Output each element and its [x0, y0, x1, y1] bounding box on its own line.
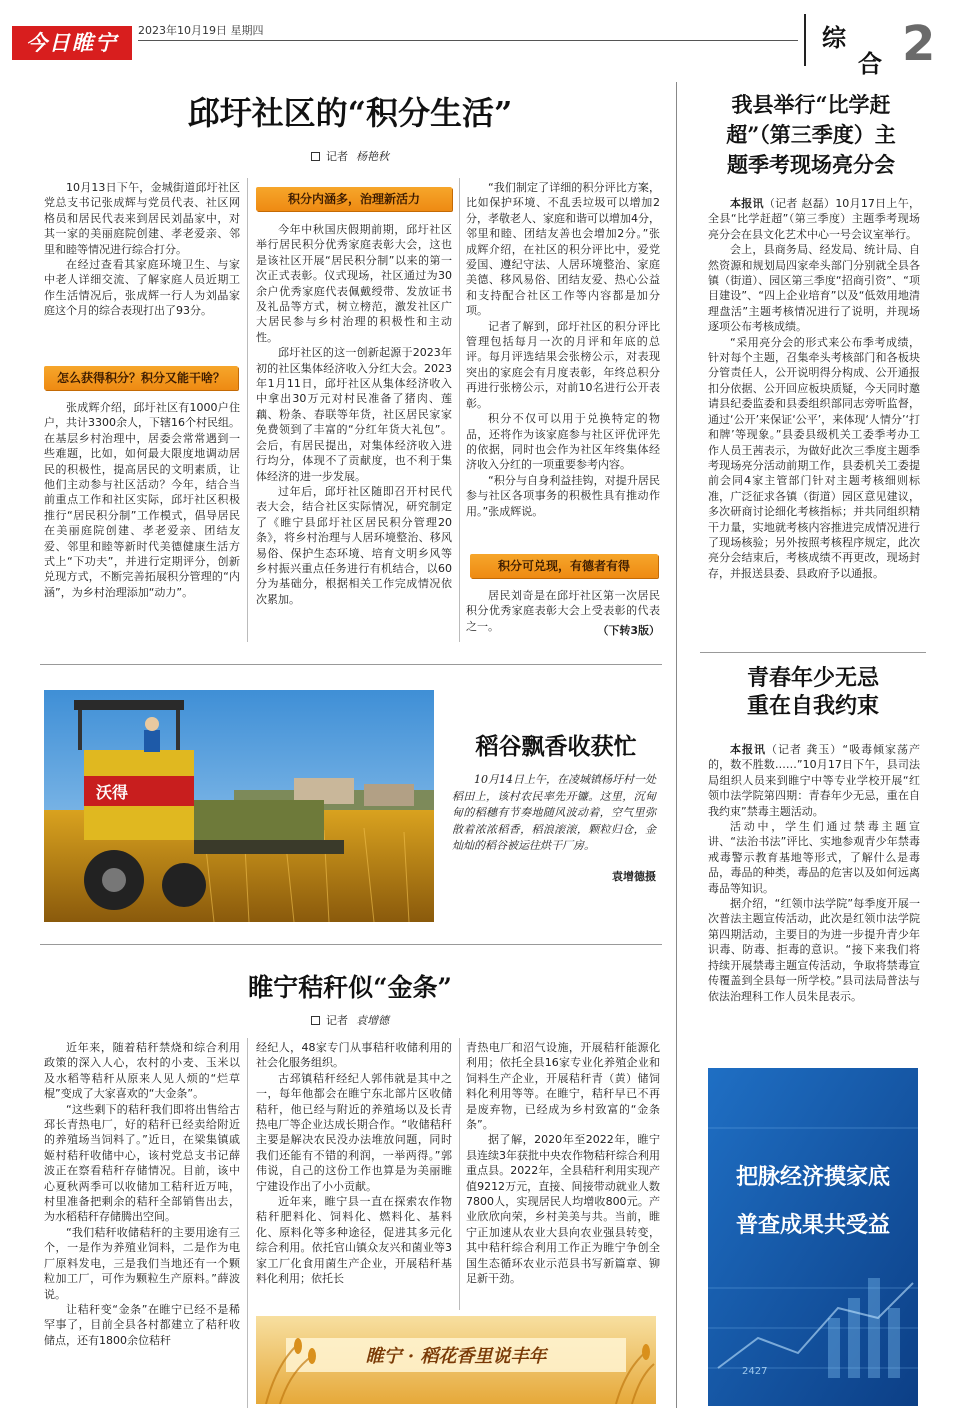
article3-col3	[466, 1040, 660, 1308]
paragraph: 张成辉介绍，邱圩社区有1000户住户，共计3300余人，下辖16个村民组。在基层乡村治理中，居委会常常遇到一些难题，比如，如何最大限度地调动居民的积极性，提高居民的文明素质，让他们主动参与社区活动？今年，结合当前重点工作和社区实际，邱圩社区积极推行“居民积分制”工作模式，倡导居民在美丽庭院创建、孝老爱亲、团结友爱、邻里和睦等新时代美德健康生活方式上“下功夫”，并进行定期评分，创新兑现方式，不断完善拓展积分管理的“内涵”，为乡村治理添加“动力”。	[44, 401, 240, 599]
photo-story-caption	[452, 772, 656, 855]
section-rule	[700, 652, 926, 653]
article1-col2	[256, 222, 452, 642]
reporter: （记者 赵磊）	[763, 197, 836, 210]
paragraph: 10月14日上午，在凌城镇杨圩村一处稻田上，该村农民率先开镰。这里，沉甸甸的稻穗有节奏地随风波动着，空气里弥散着浓浓稻香，稻浪滚滚，颗粒归仓，金灿灿的稻谷被运往烘干厂房。	[452, 773, 656, 852]
paragraph: 居民刘奇是在邱圩社区第一次居民积分优秀家庭表彰大会上受表彰的代表之一。	[466, 589, 660, 633]
right2-headline	[690, 664, 936, 720]
article3-byline	[40, 1012, 660, 1028]
ad-figure: 2427	[742, 1366, 768, 1377]
byline-name: 杨艳秋	[356, 150, 389, 163]
paragraph-text: 10月17日上午，全县“比学赶超”（第三季度）主题季考现场亮分会在县文化艺术中心一号会议室举行。	[708, 197, 920, 241]
paragraph: “我们秸秆收储秸秆的主要用途有三个，一是作为养殖业饲料，二是作为电厂原料发电，三是我们当地还有一个颗粒加工厂，可作为颗粒生产原料。”薛波说。	[44, 1225, 240, 1301]
headline-line: 题季考现场亮分会	[727, 152, 895, 177]
article1-subhead-3: 积分可兑现，有德者有得	[470, 554, 658, 578]
square-icon	[311, 152, 320, 161]
article3-headline: 睢宁秸秆似“金条”	[248, 973, 452, 1002]
article3-col1	[44, 1040, 240, 1406]
masthead	[0, 0, 960, 78]
paragraph: “我们制定了详细的积分评比方案，比如保护环境、不乱丢垃圾可以增加2分，孝敬老人、家庭和谐可以增加4分，邻里和睦、团结友善也会增加2分。”张成辉介绍，在社区的积分评比中，爱党爱国、遵纪守法、人居环境整治、家庭美德、移风易俗、团结友爱、热心公益和支持配合社区工作等内容都是加分项。	[466, 181, 660, 318]
photo-story-headline: 稻谷飘香收获忙	[475, 733, 637, 760]
ad-line-2: 普查成果共受益	[735, 1212, 891, 1238]
paragraph: 在经过查看其家庭环境卫生、与家中老人详细交流、了解家庭人员近期工作生活情况后，张成辉一行人为刘晶家庭这个月的综合表现打出了93分。	[44, 258, 240, 318]
paragraph-text: “吸毒倾家荡产的，数不胜数……”10月17日下午，县司法局组织人员来到睢宁中等专业学校开展“红领巾法学院第四期：青春年少无忌，重在自我约束”禁毒主题活动。	[708, 743, 920, 818]
article1-subhead-2: 积分内涵多，治理新活力	[256, 187, 452, 211]
lead-tag: 本报讯	[730, 197, 764, 210]
paragraph: 近年来，睢宁县一直在探索农作物秸秆肥料化、饲料化、燃料化、基料化、原料化等多种途径，促进其多元化综合利用。依托官山镇众友兴和菌业等3家工厂化食用菌生产企业，开展秸秆基料化利用；依托长	[256, 1195, 452, 1286]
paragraph: 记者了解到，邱圩社区的积分评比管理包括每月一次的月评和年底的总评。每月评选结果会张榜公示，对表现突出的家庭会有月度表彰，年终总积分再进行张榜公示，对前10名进行公开表彰。	[466, 319, 660, 410]
lead-tag: 本报讯	[730, 743, 766, 756]
paragraph: 据介绍，“红领巾法学院”每季度开展一次普法主题宣传活动，此次是红领巾法学院第四期活动，主要目的为进一步提升青少年识毒、防毒、拒毒的意识。“接下来我们将持续开展禁毒主题宣传活动，争取将禁毒宣传覆盖到全县每一所学校。”县司法局普法与依法治理科工作人员朱昆表示。	[708, 897, 920, 1003]
column-rule	[247, 178, 248, 642]
headline-line: 超”（第三季度）主	[726, 122, 896, 147]
right-column-rule	[676, 82, 677, 1408]
paragraph: 会上，县商务局、经发局、统计局、自然资源和规划局四家牵头部门分别就全县各镇（街道）、园区第三季度“招商引资”、“项目建设”、“四上企业培育”以及“低效用地清理盘活”主题考核情况进行了说明，并现场逐项公布考核成绩。	[708, 243, 920, 334]
column-rule	[459, 1038, 460, 1310]
lead-paragraph	[708, 196, 920, 242]
article1-subhead-1: 怎么获得积分？积分又能干啥？	[44, 366, 238, 390]
paragraph: 活动中，学生们通过禁毒主题宣讲、“法治书法”评比、实地参观青少年禁毒戒毒警示教育基地等形式，了解什么是毒品，毒品的种类，毒品的危害以及如何远离毒品等知识。	[708, 820, 920, 895]
article3-col2	[256, 1040, 452, 1308]
banner-artwork	[256, 1316, 656, 1404]
headline-line: 重在自我约束	[746, 693, 879, 719]
byline-label: 记者	[326, 150, 348, 163]
section-divider	[804, 14, 806, 66]
banner-text: 睢宁 · 稻花香里说丰年	[365, 1346, 547, 1367]
article1-byline	[40, 148, 660, 164]
right2-body	[708, 742, 920, 1048]
paragraph: 据了解，2020年至2022年，睢宁县连续3年获批中央农作物秸秆综合利用重点县。2022年，全县秸秆利用实现产值9212万元，直接、间接带动就业人数7800人，实现居民人均增收800元。产业欣欣向荣，乡村美美与共。当前，睢宁正加速从农业大县向农业强县转变，其中秸秆综合利用工作正为睢宁争创全国生态循环农业示范县书写新篇章、铆足新干劲。	[466, 1133, 660, 1286]
paragraph: 邱圩社区的这一创新起源于2023年初的社区集体经济收入分红大会。2023年1月11日，邱圩社区从集体经济收入中拿出30万元对村民准备了猪肉、莲藕、粉条、春联等年货，社区居民家家免费领到了丰富的“分红年货大礼包”。会后，有居民提出，对集体经济收入进行均分，体现不了贡献度，也不利于集体经济的进一步发展。	[256, 346, 452, 483]
census-advertisement	[708, 1068, 918, 1406]
paragraph: 让秸秆变“金条”在睢宁已经不是稀罕事了，目前全县各村都建立了秸秆收储点，还有1800余位秸秆	[44, 1302, 240, 1347]
right1-headline	[686, 90, 936, 180]
paragraph: “采用亮分会的形式来公布季考成绩，针对每个主题，召集牵头考核部门和各板块分管责任人，公开说明得分构成、公开通报扣分依据、公开回应板块质疑，今天同时邀请县纪委监委和县委组织部同志旁听监督，通过‘公开’来保证‘公平’，来体现‘人情分’‘打和牌’等现象。”县委县级机关工委季考办工作人员王茜表示，为做好此次三季度主题季考现场亮分活动前期工作，县委机关工委提前会同4家主管部门针对主题考核细则标准，广泛征求各镇（街道）园区意见建议，多次研商讨论细化考核指标；并共同组织精干力量，实地就考核内容推进完成情况进行了现场核验；另外按照考核程序规定，此次亮分会结束后，考核成绩不再更改，现场封存，并报送县委、县政府予以通报。	[708, 335, 920, 580]
headline-line: 青春年少无忌	[746, 665, 879, 691]
continued-note: （下转3版）	[597, 624, 660, 637]
headline-line: 我县举行“比学赶	[731, 92, 891, 117]
paragraph: 积分不仅可以用于兑换特定的物品，还将作为该家庭参与社区评优评先的依据，同时也会作为社区年终集体经济收入分红的一项重要参考内容。	[466, 412, 660, 472]
right1-body	[708, 196, 920, 640]
reporter: （记者 龚玉）	[765, 743, 843, 756]
article1-col1-bottom	[44, 400, 240, 640]
byline-name: 袁增德	[356, 1014, 389, 1027]
column-rule	[459, 178, 460, 642]
ad-line-1: 把脉经济摸家底	[735, 1164, 891, 1190]
section-name-1: 综	[822, 23, 846, 52]
paragraph: 经纪人，48家专门从事秸秆收储利用的社会化服务组织。	[256, 1041, 452, 1070]
harvest-banner	[256, 1316, 656, 1404]
paragraph: 今年中秋国庆假期前期，邱圩社区举行居民积分优秀家庭表彰大会，这也是该社区开展“居民积分制”以来的第一次正式表彰。仪式现场，社区通过为30余户优秀家庭代表佩戴绶带、发放证书及礼品等方式，树立榜范，激发社区广大居民参与乡村治理的积极性和主动性。	[256, 223, 452, 344]
photo-credit: 袁增德摄	[612, 870, 656, 883]
paragraph: “积分与自身利益挂钩，对提升居民参与社区各项事务的积极性具有推动作用。”张成辉说。	[466, 473, 660, 518]
paragraph: 青热电厂和沼气设施，开展秸秆能源化利用；依托全县16家专业化养殖企业和饲料生产企业，开展秸秆青（黄）储饲料化利用等等。在睢宁，秸秆早已不再是废弃物，已经成为乡村致富的“金条条”。	[466, 1041, 660, 1132]
section-name-2: 合	[858, 49, 882, 78]
paragraph: 近年来，随着秸秆禁烧和综合利用政策的深入人心，农村的小麦、玉米以及水稻等秸秆从原来人见人烦的“烂草棍”变成了大家喜欢的“大金条”。	[44, 1041, 240, 1101]
column-rule	[247, 1038, 248, 1408]
article1-col1-top	[44, 180, 240, 358]
section-rule	[40, 944, 662, 945]
paragraph: 10月13日下午，金城街道邱圩社区党总支书记张成辉与党员代表、社区网格员和居民代表来到居民刘晶家中，对其一家的美丽庭院创建、孝老爱亲、邻里和睦等情况进行综合打分。	[44, 181, 240, 256]
paragraph: 过年后，邱圩社区随即召开村民代表大会，结合社区实际情况，研究制定了《睢宁县邱圩社区居民积分管理20条》，将乡村治理与人居环境整治、移风易俗、保护生态环境、培育文明乡风等乡村振兴重点任务进行有机结合，以60分为基础分，根据相关工作完成情况依次累加。	[256, 484, 452, 606]
issue-date: 2023年10月19日 星期四	[138, 24, 264, 37]
paragraph: “这些剩下的秸秆我们即将出售给古邳长青热电厂，好的秸秆已经卖给附近的养殖场当饲料了。”近日，在梁集镇戚姬村秸秆收储中心，该村党总支书记薛波正在察看秸秆存储情况。目前，该中心夏秋两季可以收储加工秸秆近万吨，村里准备把剩余的秸秆全部销售出去，为水稻秸秆存储腾出空间。	[44, 1102, 240, 1224]
page-number: 2	[902, 16, 936, 72]
lead-paragraph	[708, 742, 920, 819]
square-icon	[311, 1016, 320, 1025]
masthead-rule	[138, 40, 798, 41]
harvester-brand-text: 沃得	[96, 783, 129, 802]
harvest-illustration	[44, 690, 434, 922]
article1-col3-top	[466, 180, 660, 550]
article1-headline: 邱圩社区的“积分生活”	[187, 94, 513, 132]
census-ad-artwork	[708, 1068, 918, 1406]
newspaper-logo: 今日睢宁	[12, 26, 132, 60]
section-rule	[40, 664, 662, 665]
harvest-photo	[44, 690, 434, 922]
byline-label: 记者	[326, 1014, 348, 1027]
paragraph: 古邳镇秸秆经纪人郭伟就是其中之一，每年他都会在睢宁东北部片区收储秸秆，他已经与附近的养殖场以及长青热电厂等企业达成长期合作。“收储秸秆主要是解决农民没办法堆放问题，同时我们还能有不错的利润，一举两得。”郭伟说，自己的这份工作也算是为美丽睢宁建设作出了小小贡献。	[256, 1071, 452, 1193]
